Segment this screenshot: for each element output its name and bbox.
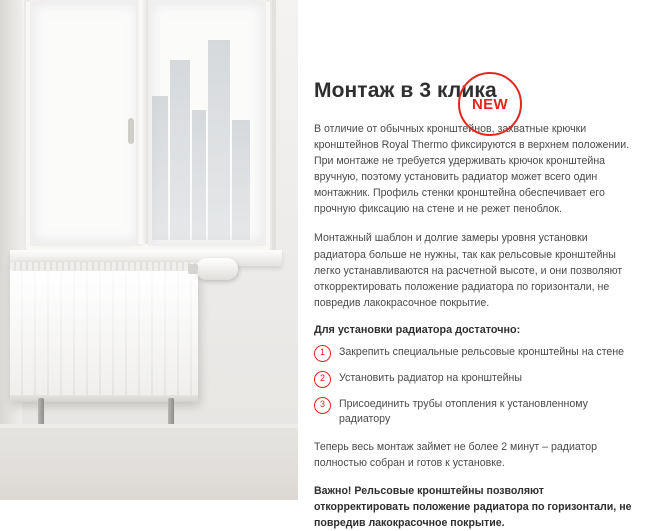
installation-note: Теперь весь монтаж займет не более 2 минут – радиатор полностью собран и готов к установке.: [314, 440, 598, 469]
steps-subheading: Для установки радиатора достаточно:: [314, 323, 521, 336]
page-title: Монтаж в 3 клика: [314, 79, 497, 102]
panel-radiator: [10, 262, 198, 402]
step-number: 3: [314, 397, 331, 414]
paragraph-1: В отличие от обычных кронштейнов, захватные крючки кронштейнов Royal Thermo фиксируются в верхнем положении. При монтаже не требуется удерживать крючок кронштейна вручную, поэтому установить радиатор может всего один монтажник. Профиль стенки кронштейна обеспечивает его прочную фиксацию на стене и не режет пеноблок.: [314, 122, 630, 216]
window: [24, 0, 276, 252]
window-sash-left: [30, 0, 142, 246]
radiator-top-grill: [10, 262, 198, 271]
window-mullion: [136, 0, 148, 244]
article-content: [298, 0, 665, 529]
valve-stem: [188, 264, 198, 274]
step-text: Присоединить трубы отопления к установленному радиатору: [339, 397, 588, 425]
new-badge-label: NEW: [472, 95, 508, 113]
new-badge: [458, 72, 522, 136]
radiator-shading: [10, 271, 198, 395]
important-note: Важно! Рельсовые кронштейны позволяют откорректировать положение радиатора по горизонтали, не повредив лакокрасочное покрытие.: [314, 484, 632, 529]
window-handle: [128, 118, 134, 144]
steps-list: [314, 345, 639, 427]
list-item: [314, 397, 639, 427]
floor: [0, 428, 298, 500]
city-reflection: [148, 0, 260, 240]
thermostatic-valve: [196, 258, 238, 280]
step-text: Установить радиатор на кронштейны: [339, 371, 523, 384]
step-number: 1: [314, 345, 331, 362]
paragraph-2: Монтажный шаблон и долгие замеры уровня установки радиатора больше не нужны, так как рельсовые кронштейны легко устанавливаются на расчетной высоте, и они позволяют откорректировать положение радиатора по горизонтали, не повредив лакокрасочное покрытие.: [314, 232, 623, 309]
list-item: [314, 345, 639, 362]
list-item: [314, 371, 639, 388]
step-text: Закрепить специальные рельсовые кронштейны на стене: [339, 345, 625, 358]
step-number: 2: [314, 371, 331, 388]
radiator-photo: [0, 0, 298, 500]
